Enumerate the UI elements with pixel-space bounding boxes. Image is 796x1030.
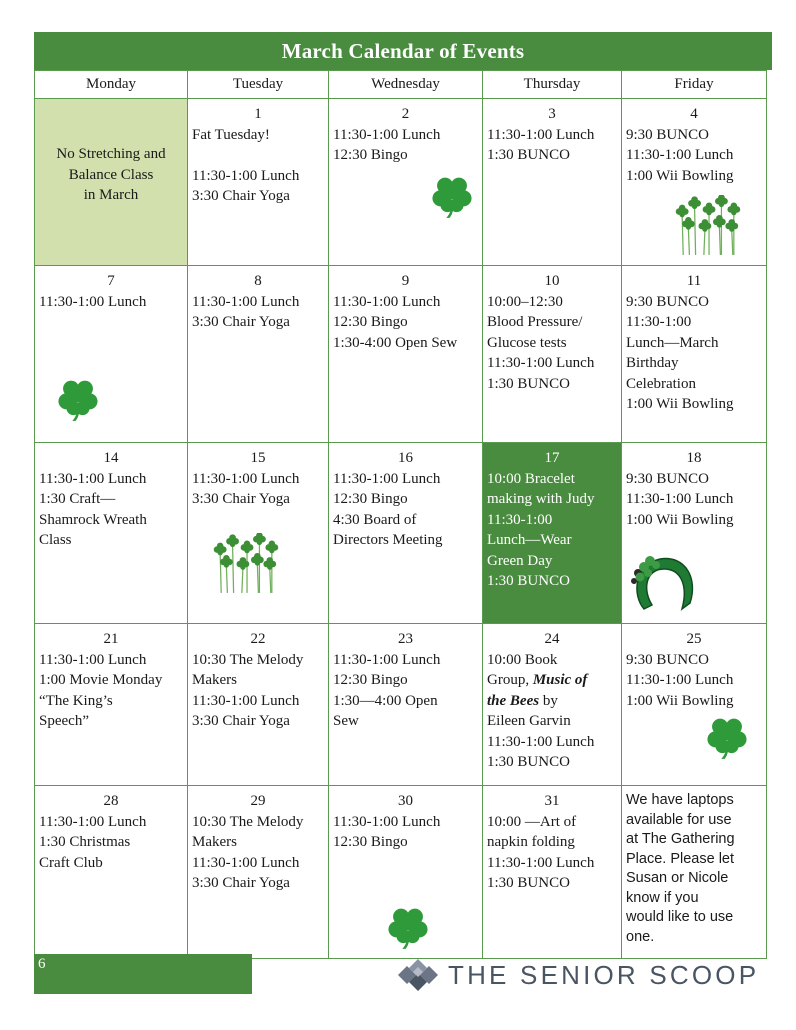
event-line: 10:30 The Melody [192,651,304,668]
book-title: the Bees [487,692,540,709]
weekday-header-row [35,71,767,99]
clover-field-icon [210,533,282,595]
event-line: “The King’s [39,692,113,709]
event-line: 11:30-1:00 Lunch [487,854,595,871]
day-number: 9 [401,273,410,289]
event-line: 3:30 Chair Yoga [192,875,290,891]
event-line: Glucose tests [487,334,567,351]
event-line: 1:30 BUNCO [487,147,570,163]
event-line: 11:30-1:00 Lunch [192,470,300,487]
laptop-notice-line: Place. Please let [626,850,735,867]
day-number: 21 [103,631,119,647]
event-line: 11:30-1:00 Lunch [333,651,441,668]
event-line: 11:30-1:00 Lunch [626,672,734,688]
calendar-title: March Calendar of Events [34,32,772,70]
diamond-cluster-icon [398,958,438,992]
event-line: 11:30-1:00 Lunch [626,147,734,163]
day-cell [622,624,767,786]
event-line: 11:30-1:00 Lunch [192,167,300,184]
decoration [429,173,475,226]
week-row [35,443,767,624]
day-number: 16 [398,450,413,466]
event-line: Green Day [487,552,553,569]
day-number: 18 [686,450,702,466]
event-line: 9:30 BUNCO [626,470,709,487]
event-line: Eileen Garvin [487,713,571,729]
event-line: 11:30-1:00 Lunch [333,293,441,310]
day-number: 31 [544,793,560,809]
brand-name: THE SENIOR SCOOP [448,959,760,990]
laptop-notice-line: We have laptops [626,792,734,808]
day-number: 8 [254,273,262,289]
event-line: Makers [192,834,237,850]
day-number: 7 [107,273,115,289]
day-number: 3 [548,106,556,122]
day-number: 28 [103,793,119,809]
week-row [35,624,767,786]
event-line: 11:30-1:00 Lunch [39,651,147,668]
event-line: 12:30 Bingo [333,314,408,330]
clover-field-icon [672,195,744,257]
weekday-friday: Friday [622,71,767,99]
shamrock-icon [55,376,101,422]
week-row [35,786,767,959]
event-line: Lunch—Wear [487,532,572,548]
day-number: 4 [690,106,698,122]
day-cell [622,266,767,443]
event-line: 1:00 Wii Bowling [626,511,734,528]
calendar-page [34,32,772,959]
day-number: 2 [401,106,410,122]
laptop-notice-line: Susan or Nicole [626,870,729,886]
day-number: 24 [544,631,560,647]
day-cell [622,786,767,959]
event-line: Birthday [626,355,679,371]
event-line: Class [39,532,72,548]
event-line: 1:30 BUNCO [487,875,570,891]
class-notice-line: Balance Class [68,166,154,183]
event-line: 1:30—4:00 Open [333,692,438,709]
event-line: 1:30 Craft— [39,491,116,507]
event-line: Sew [333,713,359,729]
event-line: 1:00 Wii Bowling [626,167,734,184]
day-cell [622,443,767,624]
event-line [192,145,324,166]
day-cell [188,443,329,624]
day-number: 14 [103,450,119,466]
event-line: 11:30-1:00 Lunch [192,854,300,871]
day-cell [35,99,188,266]
day-number: 22 [250,631,266,647]
event-line: 11:30-1:00 Lunch [39,813,147,830]
event-text: by [539,692,558,709]
day-cell [329,786,483,959]
day-cell [188,99,329,266]
decoration [704,714,750,767]
event-line: 12:30 Bingo [333,834,408,850]
event-line: 10:00 Bracelet [487,470,575,487]
event-line: 1:30 BUNCO [487,754,570,770]
day-cell [35,786,188,959]
event-line: 10:30 The Melody [192,813,304,830]
event-line: Shamrock Wreath [39,511,147,528]
event-line: 10:00 Book [487,651,558,668]
event-line: 12:30 Bingo [333,491,408,507]
day-cell [483,443,622,624]
week-row [35,99,767,266]
weekday-thursday: Thursday [483,71,622,99]
brand-logo [398,958,759,992]
day-number: 29 [250,793,266,809]
laptop-notice-line: at The Gathering [626,831,735,847]
event-line: 11:30-1:00 Lunch [333,813,441,830]
event-line: 1:00 Wii Bowling [626,692,734,709]
event-line: 1:30 BUNCO [487,375,570,392]
event-line: Blood Pressure/ [487,314,583,330]
event-line: 9:30 BUNCO [626,651,709,668]
class-notice-line: No Stretching and [56,146,166,162]
day-number: 11 [686,273,702,289]
week-row [35,266,767,443]
event-line: 11:30-1:00 Lunch [487,355,595,371]
event-line: 12:30 Bingo [333,672,408,688]
event-text: Group, [487,672,533,688]
day-cell [35,443,188,624]
event-line: making with Judy [487,491,595,507]
day-cell [483,266,622,443]
day-number: 25 [686,631,702,647]
event-line: 3:30 Chair Yoga [192,713,290,729]
decoration [210,533,282,602]
decoration [626,543,702,626]
horseshoe-icon [626,543,702,619]
event-line: Celebration [626,375,696,392]
weekday-monday: Monday [35,71,188,99]
day-cell [483,624,622,786]
event-line: 9:30 BUNCO [626,126,709,143]
event-line: 10:00–12:30 [487,293,563,310]
day-number: 1 [254,106,262,122]
day-cell [329,99,483,266]
footer-bar [34,954,252,994]
decoration [385,904,431,957]
laptop-notice-line: know if you [626,889,699,906]
event-line: 11:30-1:00 [626,314,692,330]
day-cell [483,786,622,959]
day-cell [329,624,483,786]
event-line: 11:30-1:00 Lunch [39,470,147,487]
day-cell [329,443,483,624]
day-cell [188,266,329,443]
event-line: 11:30-1:00 Lunch [39,293,147,310]
decoration [672,195,744,264]
event-line: 1:00 Wii Bowling [626,396,734,412]
event-line: 11:30-1:00 Lunch [333,126,441,143]
class-notice-line: in March [83,187,139,203]
laptop-notice-line: would like to use [626,909,734,925]
event-line: 4:30 Board of [333,511,417,528]
calendar-table [34,70,767,959]
event-line: 11:30-1:00 Lunch [487,126,595,143]
event-line [487,670,617,691]
day-number: 17 [544,450,560,466]
laptop-notice-line: available for use [626,811,732,828]
event-line: 11:30-1:00 Lunch [626,491,734,507]
event-line: 3:30 Chair Yoga [192,188,290,204]
event-line: Craft Club [39,854,103,871]
day-number: 15 [250,450,266,466]
day-cell [35,624,188,786]
event-line: 1:30 BUNCO [487,573,570,589]
event-line: 12:30 Bingo [333,147,408,163]
event-line [487,691,617,712]
event-line: 1:30-4:00 Open Sew [333,334,458,351]
page-number: 6 [38,956,46,972]
weekday-tuesday: Tuesday [188,71,329,99]
shamrock-icon [385,904,431,950]
day-cell [35,266,188,443]
book-title: Music of [532,672,588,688]
event-line: Lunch—March [626,334,719,351]
event-line: 11:30-1:00 Lunch [192,293,300,310]
day-cell [188,786,329,959]
day-number: 23 [398,631,413,647]
laptop-notice-line: one. [626,928,655,945]
event-line: 11:30-1:00 Lunch [487,733,595,750]
event-line: 1:30 Christmas [39,834,131,850]
event-line: 3:30 Chair Yoga [192,314,290,330]
day-cell [622,99,767,266]
event-line: 3:30 Chair Yoga [192,491,290,507]
day-cell [329,266,483,443]
event-line: napkin folding [487,834,575,850]
day-number: 10 [544,273,560,289]
event-line: 11:30-1:00 Lunch [333,470,441,487]
day-cell [483,99,622,266]
weekday-wednesday: Wednesday [329,71,483,99]
event-line: 11:30-1:00 Lunch [192,692,300,709]
day-cell [188,624,329,786]
event-line: Makers [192,672,237,688]
shamrock-icon [429,173,475,219]
event-line: Fat Tuesday! [192,126,270,143]
event-line: Speech” [39,713,89,729]
event-line: 10:00 —Art of [487,813,577,830]
event-line: 11:30-1:00 [487,511,553,528]
event-line: Directors Meeting [333,532,443,548]
event-line: 9:30 BUNCO [626,293,709,310]
shamrock-icon [704,714,750,760]
day-number: 30 [398,793,413,809]
decoration [55,376,101,429]
event-line: 1:00 Movie Monday [39,672,163,688]
